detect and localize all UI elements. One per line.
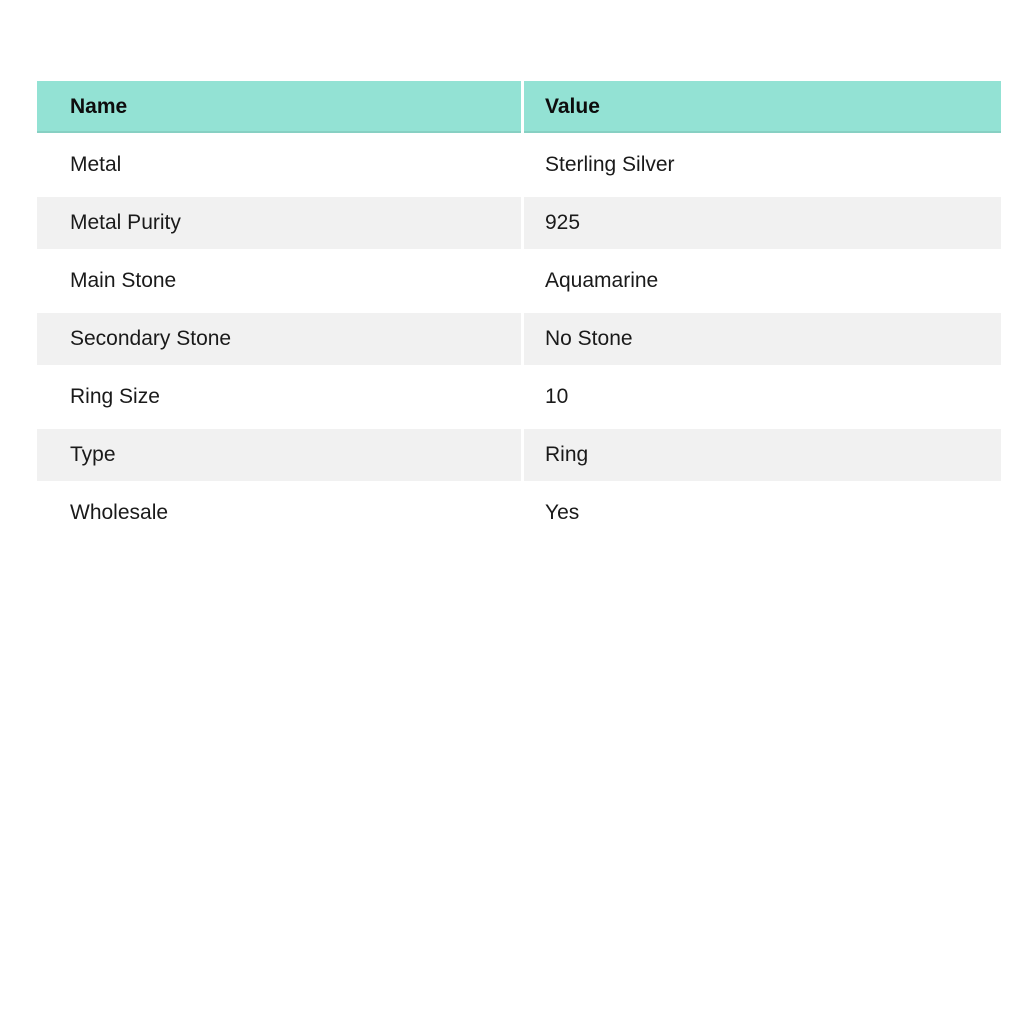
table-header-row — [37, 81, 1001, 133]
attribute-value-cell: 10 — [524, 371, 1001, 423]
attribute-name-cell: Ring Size — [37, 371, 521, 423]
product-spec-table — [34, 75, 1004, 545]
attribute-value-cell: No Stone — [524, 313, 1001, 365]
attribute-name-cell: Metal — [37, 139, 521, 191]
table-row — [37, 255, 1001, 307]
column-header-value: Value — [524, 81, 1001, 133]
attribute-value-cell: Sterling Silver — [524, 139, 1001, 191]
table-row — [37, 371, 1001, 423]
attribute-name-cell: Metal Purity — [37, 197, 521, 249]
table-row — [37, 487, 1001, 539]
column-header-name: Name — [37, 81, 521, 133]
attribute-name-cell: Type — [37, 429, 521, 481]
attribute-value-cell: Aquamarine — [524, 255, 1001, 307]
attribute-value-cell: Ring — [524, 429, 1001, 481]
table-row — [37, 429, 1001, 481]
table-row — [37, 313, 1001, 365]
attribute-value-cell: 925 — [524, 197, 1001, 249]
table-row — [37, 139, 1001, 191]
attribute-value-cell: Yes — [524, 487, 1001, 539]
attribute-name-cell: Main Stone — [37, 255, 521, 307]
table-row — [37, 197, 1001, 249]
attribute-name-cell: Wholesale — [37, 487, 521, 539]
attribute-name-cell: Secondary Stone — [37, 313, 521, 365]
